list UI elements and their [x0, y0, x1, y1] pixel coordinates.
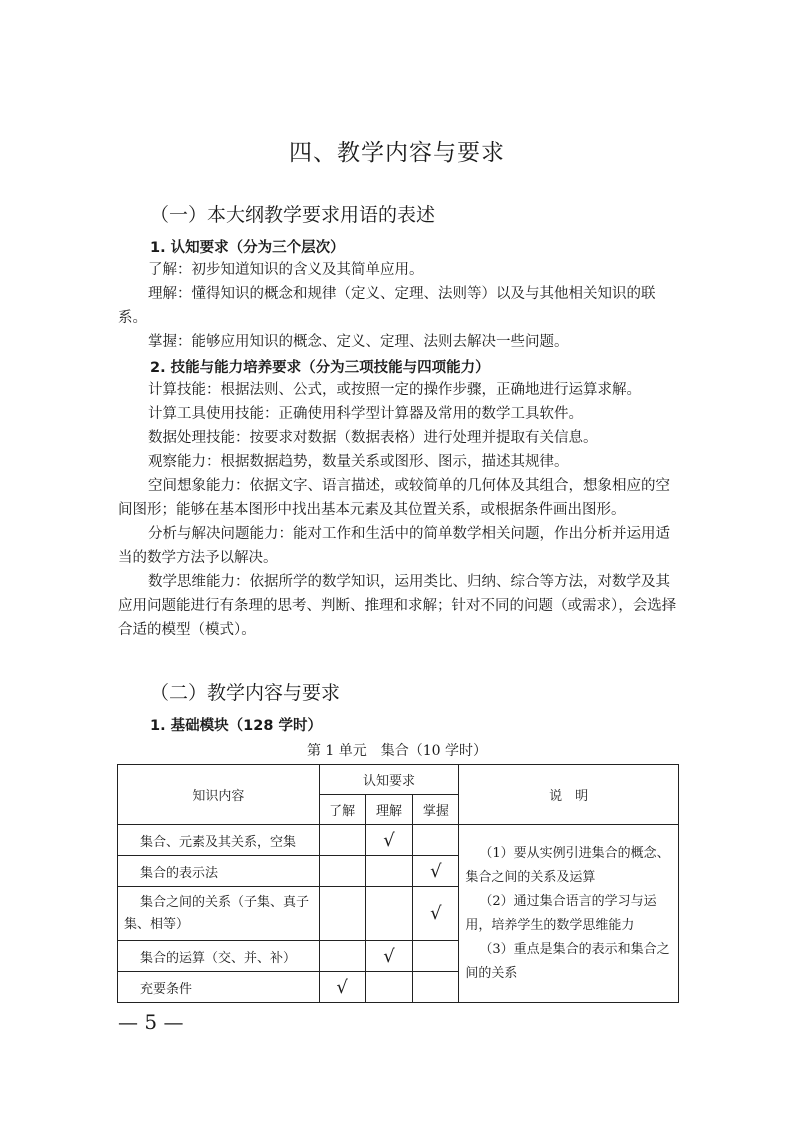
- header-know: 了解: [319, 795, 365, 825]
- section-heading-1: （一）本大纲教学要求用语的表述: [150, 204, 436, 226]
- content-cell: 集合之间的关系（子集、真子集、相等）: [118, 887, 320, 941]
- subheading-cognitive: 1. 认知要求（分为三个层次）: [150, 240, 345, 256]
- check-cell: [365, 887, 413, 941]
- paragraph: 计算工具使用技能：正确使用科学型计算器及常用的数学工具软件。: [148, 406, 583, 422]
- check-cell: [365, 856, 413, 887]
- header-master: 掌握: [413, 795, 459, 825]
- note: （2）通过集合语言的学习与运用，培养学生的数学思维能力: [465, 893, 657, 933]
- paragraph: 数据处理技能：按要求对数据（数据表格）进行处理并提取有关信息。: [148, 430, 598, 446]
- content-cell: 集合的运算（交、并、补）: [118, 941, 320, 972]
- check-cell: [319, 941, 365, 972]
- check-mark: √: [365, 941, 413, 972]
- subheading-skills: 2. 技能与能力培养要求（分为三项技能与四项能力）: [150, 360, 490, 376]
- check-cell: [319, 856, 365, 887]
- header-content: 知识内容: [118, 765, 320, 825]
- unit-table: [117, 764, 679, 1003]
- note: （3）重点是集合的表示和集合之间的关系: [465, 941, 670, 981]
- page-title: 四、教学内容与要求: [289, 140, 505, 166]
- paragraph: 理解：懂得知识的概念和规律（定义、定理、法则等）以及与其他相关知识的联系。: [118, 286, 656, 326]
- check-cell: [413, 972, 459, 1003]
- check-mark: √: [319, 972, 365, 1003]
- note: （1）要从实例引进集合的概念、集合之间的关系及运算: [465, 845, 670, 885]
- subheading-basic-module: 1. 基础模块（128 学时）: [150, 718, 322, 734]
- header-understand: 理解: [365, 795, 413, 825]
- paragraph: 数学思维能力：依据所学的数学知识，运用类比、归纳、综合等方法，对数学及其应用问题能进行有条理的思考、判断、推理和求解；针对不同的问题（或需求），会选择合适的模型（模式）。: [118, 574, 677, 638]
- content-cell: 集合的表示法: [118, 856, 320, 887]
- check-cell: [413, 825, 459, 856]
- check-mark: √: [365, 825, 413, 856]
- check-cell: [319, 825, 365, 856]
- paragraph: 计算技能：根据法则、公式，或按照一定的操作步骤，正确地进行运算求解。: [148, 382, 641, 398]
- paragraph: 空间想象能力：依据文字、语言描述，或较简单的几何体及其组合，想象相应的空间图形；能够在基本图形中找出基本元素及其位置关系，或根据条件画出图形。: [118, 478, 670, 518]
- content-cell: 集合、元素及其关系，空集: [118, 825, 320, 856]
- header-requirement: 认知要求: [319, 765, 459, 795]
- check-cell: [365, 972, 413, 1003]
- skills-requirements: [118, 378, 678, 642]
- paragraph: 了解：初步知道知识的含义及其简单应用。: [148, 262, 424, 278]
- cognitive-requirements: [118, 258, 678, 354]
- table-row: [118, 825, 679, 856]
- check-mark: √: [413, 856, 459, 887]
- check-cell: [319, 887, 365, 941]
- notes-cell: [459, 825, 679, 1003]
- content-cell: 充要条件: [118, 972, 320, 1003]
- check-mark: √: [413, 887, 459, 941]
- table-caption: 第 1 单元 集合（10 学时）: [306, 743, 488, 759]
- paragraph: 分析与解决问题能力：能对工作和生活中的简单数学相关问题，作出分析并运用适当的数学方法予以解决。: [118, 526, 670, 566]
- page-number: — 5 —: [118, 1010, 184, 1034]
- paragraph: 掌握：能够应用知识的概念、定义、定理、法则去解决一些问题。: [148, 334, 569, 350]
- check-cell: [413, 941, 459, 972]
- header-notes: 说 明: [459, 765, 679, 825]
- paragraph: 观察能力：根据数据趋势，数量关系或图形、图示，描述其规律。: [148, 454, 569, 470]
- section-heading-2: （二）教学内容与要求: [150, 682, 341, 704]
